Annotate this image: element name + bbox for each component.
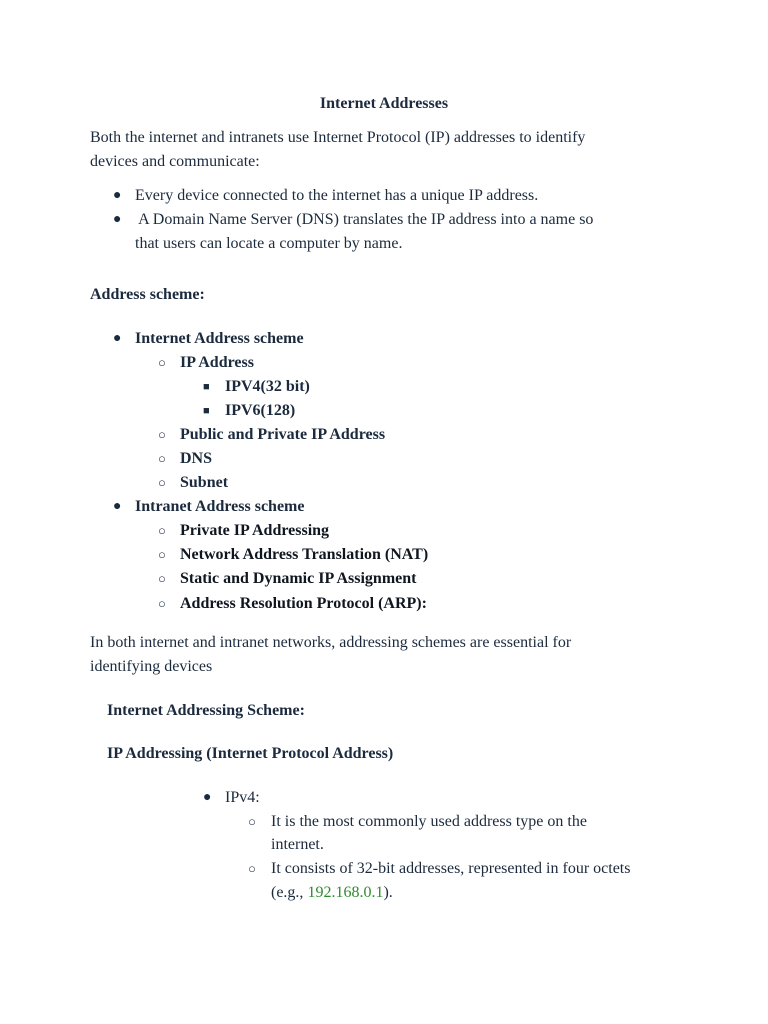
bullet-marker: ● xyxy=(113,212,122,227)
circle-marker: ○ xyxy=(158,523,166,538)
circle-marker: ○ xyxy=(248,861,256,876)
intro-line-1: Both the internet and intranets use Internet Protocol (IP) addresses to identify xyxy=(90,129,586,146)
bullet-marker: ● xyxy=(113,188,122,203)
ipv4-label: IPv4: xyxy=(225,789,260,806)
private-ip-item: Private IP Addressing xyxy=(180,522,330,539)
example-prefix: (e.g., xyxy=(271,884,308,901)
bullet-marker: ● xyxy=(203,790,212,805)
intro-bullet-1: Every device connected to the internet has a unique IP address. xyxy=(135,187,539,204)
intro-bullet-2-line-1: A Domain Name Server (DNS) translates the IP address into a name so xyxy=(135,211,594,228)
circle-marker: ○ xyxy=(158,571,166,586)
square-marker: ■ xyxy=(203,405,210,417)
ipv4-item-1-line-1: It is the most commonly used address type on the xyxy=(271,813,587,830)
ip-addressing-heading: IP Addressing (Internet Protocol Address) xyxy=(107,745,394,762)
internet-address-scheme: Internet Address scheme xyxy=(135,330,304,347)
dns-item: DNS xyxy=(180,450,213,467)
summary-line-1: In both internet and intranet networks, addressing schemes are essential for xyxy=(90,634,572,651)
ipv6-item: IPV6(128) xyxy=(225,402,296,419)
bullet-marker: ● xyxy=(113,499,122,514)
ipv4-item-2-line-1: It consists of 32-bit addresses, represented in four octets xyxy=(271,860,631,877)
circle-marker: ○ xyxy=(158,475,166,490)
square-marker: ■ xyxy=(203,381,210,393)
summary-line-2: identifying devices xyxy=(90,658,213,675)
static-dynamic-item: Static and Dynamic IP Assignment xyxy=(180,570,417,587)
circle-marker: ○ xyxy=(158,596,166,611)
example-suffix: ). xyxy=(383,884,393,901)
ipv4-item-2-line-2 xyxy=(271,882,393,904)
internet-addressing-scheme-heading: Internet Addressing Scheme: xyxy=(107,702,305,719)
bullet-marker: ● xyxy=(113,331,122,346)
circle-marker: ○ xyxy=(158,355,166,370)
arp-item: Address Resolution Protocol (ARP): xyxy=(180,595,427,612)
document-title: Internet Addresses xyxy=(319,95,449,112)
example-ip-address: 192.168.0.1 xyxy=(307,884,384,901)
subnet-item: Subnet xyxy=(180,474,229,491)
intro-line-2: devices and communicate: xyxy=(90,153,260,170)
intro-bullet-2-line-2: that users can locate a computer by name. xyxy=(135,235,403,252)
circle-marker: ○ xyxy=(158,451,166,466)
intranet-address-scheme: Intranet Address scheme xyxy=(135,498,305,515)
circle-marker: ○ xyxy=(158,427,166,442)
ipv4-item: IPV4(32 bit) xyxy=(225,378,310,395)
ip-address-item: IP Address xyxy=(180,354,254,371)
circle-marker: ○ xyxy=(248,814,256,829)
nat-item: Network Address Translation (NAT) xyxy=(180,546,429,563)
public-private-item: Public and Private IP Address xyxy=(180,426,386,443)
circle-marker: ○ xyxy=(158,547,166,562)
ipv4-item-1-line-2: internet. xyxy=(271,836,324,853)
address-scheme-heading: Address scheme: xyxy=(90,286,205,303)
